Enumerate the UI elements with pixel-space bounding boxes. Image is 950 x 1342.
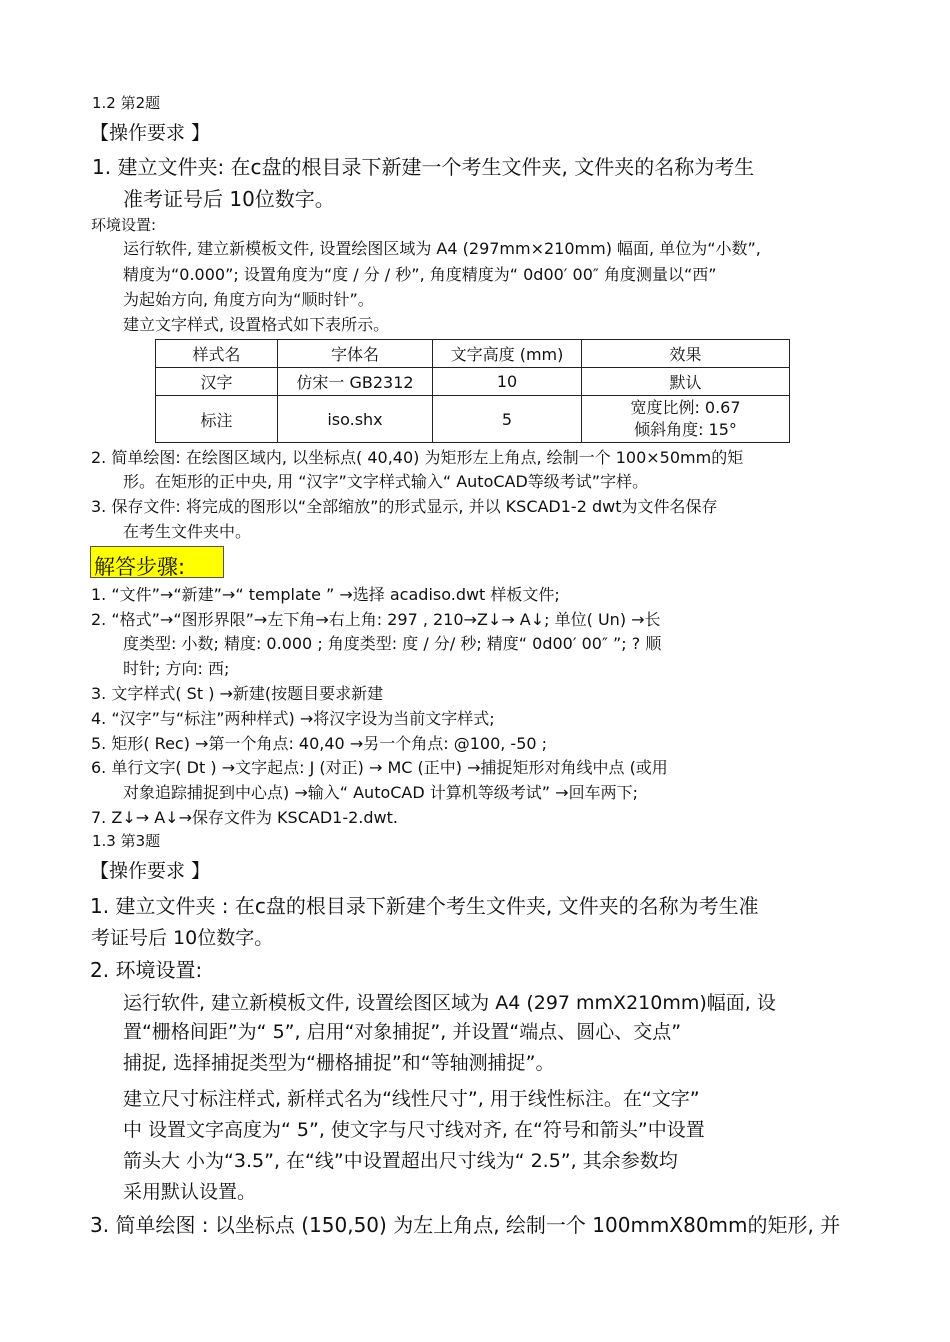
table-header-cell: 字体名 [278, 340, 433, 368]
answer-steps-title: 解答步骤: [94, 555, 186, 579]
table-header-cell: 样式名 [156, 340, 278, 368]
table-header-cell: 文字高度 (mm) [433, 340, 582, 368]
q3-item1-line2: 考证号后 10位数字。 [91, 927, 274, 949]
table-cell: 仿宋一 GB2312 [278, 368, 433, 396]
q2-item1-line2: 准考证号后 10位数字。 [123, 187, 335, 211]
q3-dim-line3: 箭头大 小为“3.5”, 在“线”中设置超出尺寸线为“ 2.5”, 其余参数均 [123, 1150, 678, 1172]
q3-item2-title: 2. 环境设置: [90, 958, 203, 982]
q2-env-line3: 为起始方向, 角度方向为“顺时针”。 [123, 290, 374, 309]
table-row [156, 368, 790, 396]
q3-env-line1: 运行软件, 建立新模板文件, 设置绘图区域为 A4 (297 mmX210mm)幅面, 设 [123, 992, 776, 1014]
table-cell: 标注 [156, 396, 278, 443]
table-cell: 10 [433, 368, 582, 396]
q2-item3-line1: 3. 保存文件: 将完成的图形以“全部缩放”的形式显示, 并以 KSCAD1-2 dwt为文件名保存 [91, 497, 718, 516]
text-style-table [155, 339, 790, 443]
effect-oblique-angle: 倾斜角度: 15° [634, 420, 737, 439]
step-6-line2: 对象追踪捕捉到中心点) →输入“ AutoCAD 计算机等级考试” →回车两下; [123, 783, 638, 802]
q2-item2-line1: 2. 简单绘图: 在绘图区域内, 以坐标点( 40,40) 为矩形左上角点, 绘制一个 100×50mm的矩 [91, 448, 744, 467]
table-cell: iso.shx [278, 396, 433, 443]
step-2-line1: 2. “格式”→“图形界限”→左下角→右上角: 297 , 210→Z↓→ A↓; 单位( Un) →长 [91, 610, 661, 629]
table-header-cell: 效果 [582, 340, 790, 368]
q2-env-line4: 建立文字样式, 设置格式如下表所示。 [123, 315, 390, 334]
q3-item1-line1: 1. 建立文件夹 : 在c盘的根目录下新建个考生文件夹, 文件夹的名称为考生准 [90, 894, 759, 918]
q3-env-line2: 置“栅格间距”为“ 5”, 启用“对象捕捉”, 并设置“端点、圆心、交点” [123, 1021, 682, 1043]
q2-item2-line2: 形。在矩形的正中央, 用 “汉字”文字样式输入“ AutoCAD等级考试”字样。 [123, 472, 649, 491]
step-1: 1. “文件”→“新建”→“ template ” →选择 acadiso.dwt 样板文件; [91, 585, 560, 604]
table-row [156, 396, 790, 443]
q2-env-line1: 运行软件, 建立新模板文件, 设置绘图区域为 A4 (297mm×210mm) 幅面, 单位为“小数”, [123, 239, 761, 258]
q2-env-label: 环境设置: [91, 216, 157, 234]
q3-heading: 1.3 第3题 [92, 832, 161, 850]
q3-env-line3: 捕捉, 选择捕捉类型为“栅格捕捉”和“等轴测捕捉”。 [123, 1052, 555, 1074]
table-cell-effect [582, 396, 790, 443]
table-header-row [156, 340, 790, 368]
answer-steps-title-box [90, 546, 224, 578]
q3-item3-line1: 3. 简单绘图 : 以坐标点 (150,50) 为左上角点, 绘制一个 100mmX80mm的矩形, 并 [90, 1213, 841, 1237]
q2-requirements-title: 【操作要求 】 [90, 122, 211, 144]
table-cell: 默认 [582, 368, 790, 396]
q2-env-line2: 精度为“0.000”; 设置角度为“度 / 分 / 秒”, 角度精度为“ 0d00′ 00″ 角度测量以“西” [123, 265, 717, 284]
step-3: 3. 文字样式( St ) →新建(按题目要求新建 [91, 684, 384, 703]
step-5: 5. 矩形( Rec) →第一个角点: 40,40 →另一个角点: @100, -50 ; [91, 734, 548, 753]
q2-item3-line2: 在考生文件夹中。 [123, 522, 252, 541]
q3-dim-line4: 采用默认设置。 [123, 1181, 257, 1203]
effect-width-ratio: 宽度比例: 0.67 [630, 398, 741, 417]
q2-item1-line1: 1. 建立文件夹: 在c盘的根目录下新建一个考生文件夹, 文件夹的名称为考生 [92, 155, 755, 179]
table-cell: 5 [433, 396, 582, 443]
table-cell: 汉字 [156, 368, 278, 396]
step-6-line1: 6. 单行文字( Dt ) →文字起点: J (对正) → MC (正中) →捕捉矩形对角线中点 (或用 [91, 758, 668, 777]
q2-heading: 1.2 第2题 [92, 94, 161, 112]
step-4: 4. “汉字”与“标注”两种样式) →将汉字设为当前文字样式; [91, 709, 495, 728]
step-2-line2: 度类型: 小数; 精度: 0.000 ; 角度类型: 度 / 分/ 秒; 精度“ 0d00′ 00″ ”; ? 顺 [123, 634, 662, 653]
step-2-line3: 时针; 方向: 西; [123, 659, 230, 678]
q3-dim-line2: 中 设置文字高度为“ 5”, 使文字与尺寸线对齐, 在“符号和箭头”中设置 [123, 1119, 705, 1141]
step-7: 7. Z↓→ A↓→保存文件为 KSCAD1-2.dwt. [91, 808, 398, 827]
q3-requirements-title: 【操作要求 】 [90, 860, 211, 882]
q3-dim-line1: 建立尺寸标注样式, 新样式名为“线性尺寸”, 用于线性标注。在“文字” [123, 1088, 700, 1110]
